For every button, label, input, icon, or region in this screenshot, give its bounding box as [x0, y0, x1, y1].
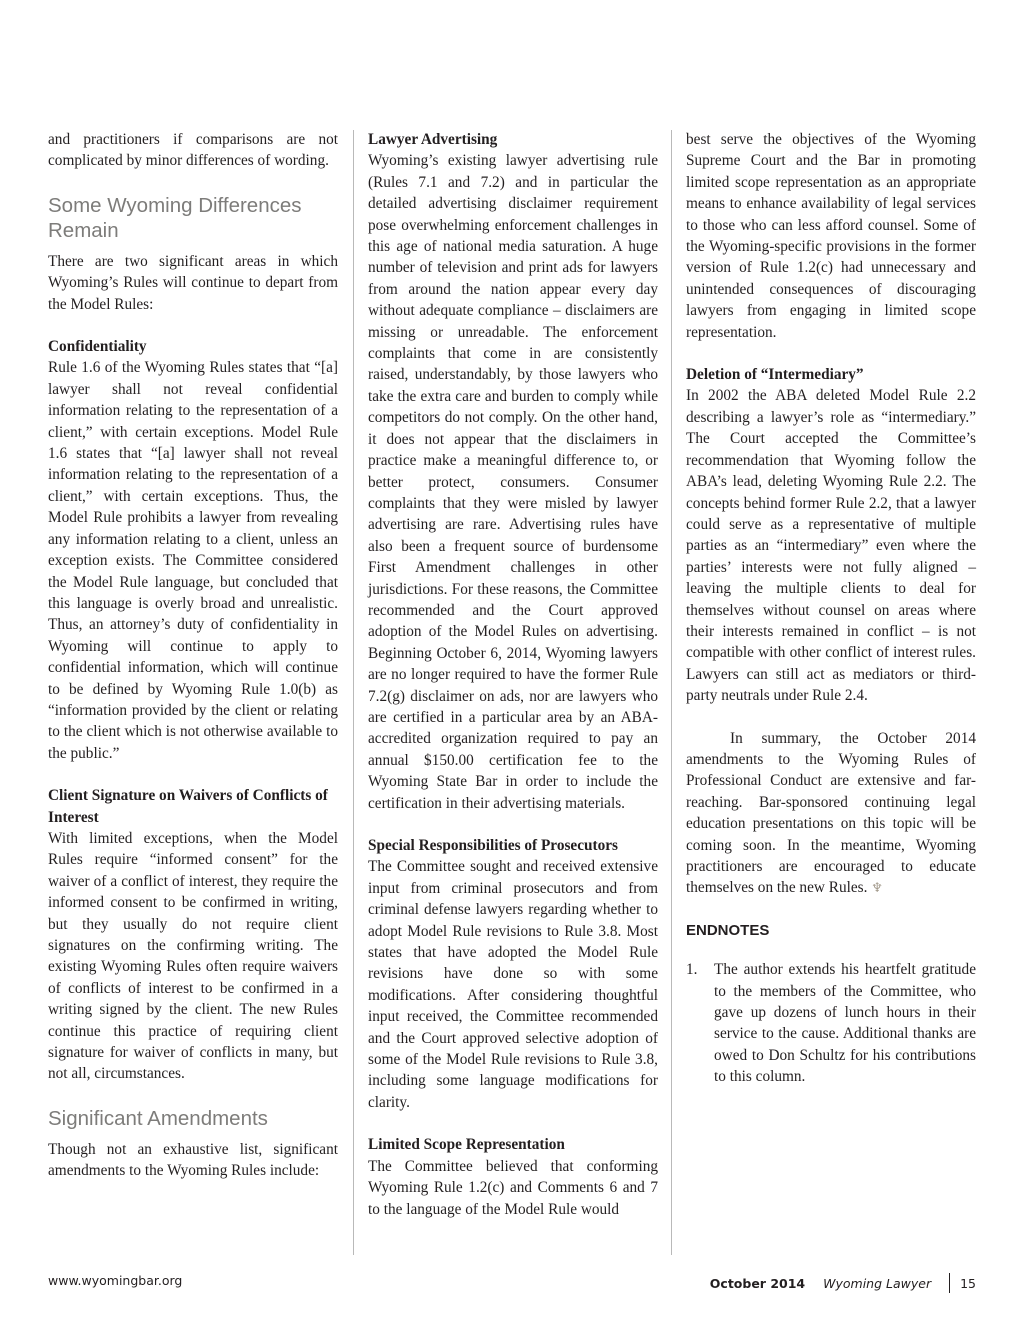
footer-url-link[interactable]: www.wyomingbar.org [48, 1273, 183, 1288]
page-number: 15 [960, 1275, 976, 1291]
paragraph: With limited exceptions, when the Model Rules require “informed consent” for the waiver of a conflict of interest, they require the informed consent to be confirmed in writing, but they usually do not require client signatures on the confirming writing. The existing Wyoming Rules often require waivers of conflicts of interest to be confirmed in a writing signed by the client. The new Rules continue this practice of requiring client signature for waiver of conflicts in many, but not all, circumstances. [48, 829, 338, 1083]
subheading-client-signature: Client Signature on Waivers of Conflicts of Interest [48, 787, 328, 826]
paragraph: Though not an exhaustive list, significant amendments to the Wyoming Rules include: [48, 1140, 338, 1180]
footer-info [710, 1273, 976, 1293]
column-middle [368, 129, 658, 1220]
paragraph: The Committee believed that conforming Wyoming Rule 1.2(c) and Comments 6 and 7 to the language of the Model Rule would [368, 1157, 658, 1218]
end-mark-icon: ♆ [871, 881, 883, 897]
section-heading-differences: Some Wyoming Differences Remain [48, 193, 302, 242]
column-divider [353, 130, 354, 1255]
paragraph: There are two significant areas in which Wyoming’s Rules will continue to depart from the Model Rules: [48, 252, 338, 313]
summary-text: In summary, the October 2014 amendments to the Wyoming Rules of Professional Conduct are extensive and far-reaching. Bar-sponsored continuing legal education presentations on this topic will be coming soon. In the meantime, Wyoming practitioners are encouraged to educate themselves on the new Rules. [686, 729, 976, 897]
paragraph: best serve the objectives of the Wyoming Supreme Court and the Bar in promoting limited scope representation as an appropriate means to enhance availability of legal services to those who can less afford counsel. Some of the Wyoming-specific provisions in the former version of Rule 1.2(c) had unnecessary and unintended consequences of discouraging lawyers from engaging in limited scope representation. [686, 131, 976, 341]
paragraph: The Committee sought and received extensive input from criminal prosecutors and from criminal defense lawyers regarding whether to adopt Model Rule revisions to Rule 3.8. Most states that have adopted the Model Rule revisions have done so with some modifications. After considering thoughtful input received, the Committee recommended and the Court approved selective adoption of some of the Model Rule revisions to Rule 3.8, including some language modifications for clarity. [368, 858, 658, 1111]
footer-separator [949, 1273, 950, 1293]
footer-magazine-title: Wyoming Lawyer [823, 1275, 932, 1291]
subheading-intermediary: Deletion of “Intermediary” [686, 366, 864, 384]
endnote-item [686, 959, 976, 1087]
intro-paragraph: and practitioners if comparisons are not complicated by minor differences of wording. [48, 131, 338, 170]
paragraph: Wyoming’s existing lawyer advertising rule (Rules 7.1 and 7.2) and in particular the detailed advertising disclaimer requirement pose overwhelming enforcement challenges in this age of national media saturation. A huge number of television and print ads for lawyers from around the nation appear every day without adequate compliance – disclaimers are missing or unreadable. The enforcement complaints that come in are consistently raised, understandably, by those lawyers who take the extra care and burden to comply while competitors do not comply. On the other hand, it does not appear that the disclaimers in practice make a meaningful difference to, or better protect, consumers. Consumer complaints that they were misled by lawyer advertising are rare. Advertising rules have also been a frequent source of burdensome First Amendment challenges in other jurisdictions. For these reasons, the Committee recommended and the Court approved adoption of the Model Rules on advertising. Beginning October 6, 2014, Wyoming lawyers are no longer required to have the former Rule 7.2(g) disclaimer on ads, nor are lawyers who are certified in a particular area by an ABA-accredited organization required to pay an annual $150.00 certification fee to the Wyoming State Bar in order to include the certification in their advertising materials. [368, 152, 658, 812]
column-divider [671, 130, 672, 1255]
footer-issue: October 2014 [709, 1275, 806, 1291]
column-left [48, 129, 338, 1182]
endnote-text: The author extends his heartfelt gratitude to the members of the Committee, who gave up dozens of lunch hours in their service to the cause. Additional thanks are owed to Don Schultz for his contributions to this column. [714, 961, 976, 1086]
endnote-number: 1. [686, 961, 698, 979]
subheading-prosecutors: Special Responsibilities of Prosecutors [368, 837, 618, 854]
paragraph: In 2002 the ABA deleted Model Rule 2.2 describing a lawyer’s role as “intermediary.” The Court accepted the Committee’s recommendation that Wyoming follow the ABA’s lead, deleting Wyoming Rule 2.2. The concepts behind former Rule 2.2, that a lawyer could serve as a representative of multiple parties as an “intermediary” even where the parties’ interests were not fully aligned – leaving the multiple clients to deal for themselves without counsel on areas where their interests remained in conflict – is not compatible with other conflict of interest rules. Lawyers can still act as mediators or third-party neutrals under Rule 2.4. [686, 387, 976, 705]
subheading-lawyer-advertising: Lawyer Advertising [368, 131, 498, 148]
subheading-limited-scope: Limited Scope Representation [368, 1136, 565, 1154]
column-right [686, 129, 976, 1088]
summary-paragraph [686, 728, 976, 900]
subheading-confidentiality: Confidentiality [48, 338, 147, 356]
paragraph: Rule 1.6 of the Wyoming Rules states that “[a] lawyer shall not reveal confidential information relating to the representation of a client,” with certain exceptions. Model Rule 1.6 states that “[a] lawyer shall not reveal information relating to the representation of a client,” with certain exceptions. Thus, the Model Rule prohibits a lawyer from revealing any information relating to a client, unless an exception exists. The Committee considered the Model Rule language, but concluded that this language is overly broad and unrealistic. Thus, an attorney’s duty of confidentiality in Wyoming will continue to apply to confidential information, which will continue to be defined by Wyoming Rule 1.0(b) as “information provided by the client or relating to the client which is not otherwise available to the public.” [48, 359, 338, 762]
section-heading-amendments: Significant Amendments [48, 1106, 268, 1130]
endnotes-heading: ENDNOTES [686, 921, 770, 939]
